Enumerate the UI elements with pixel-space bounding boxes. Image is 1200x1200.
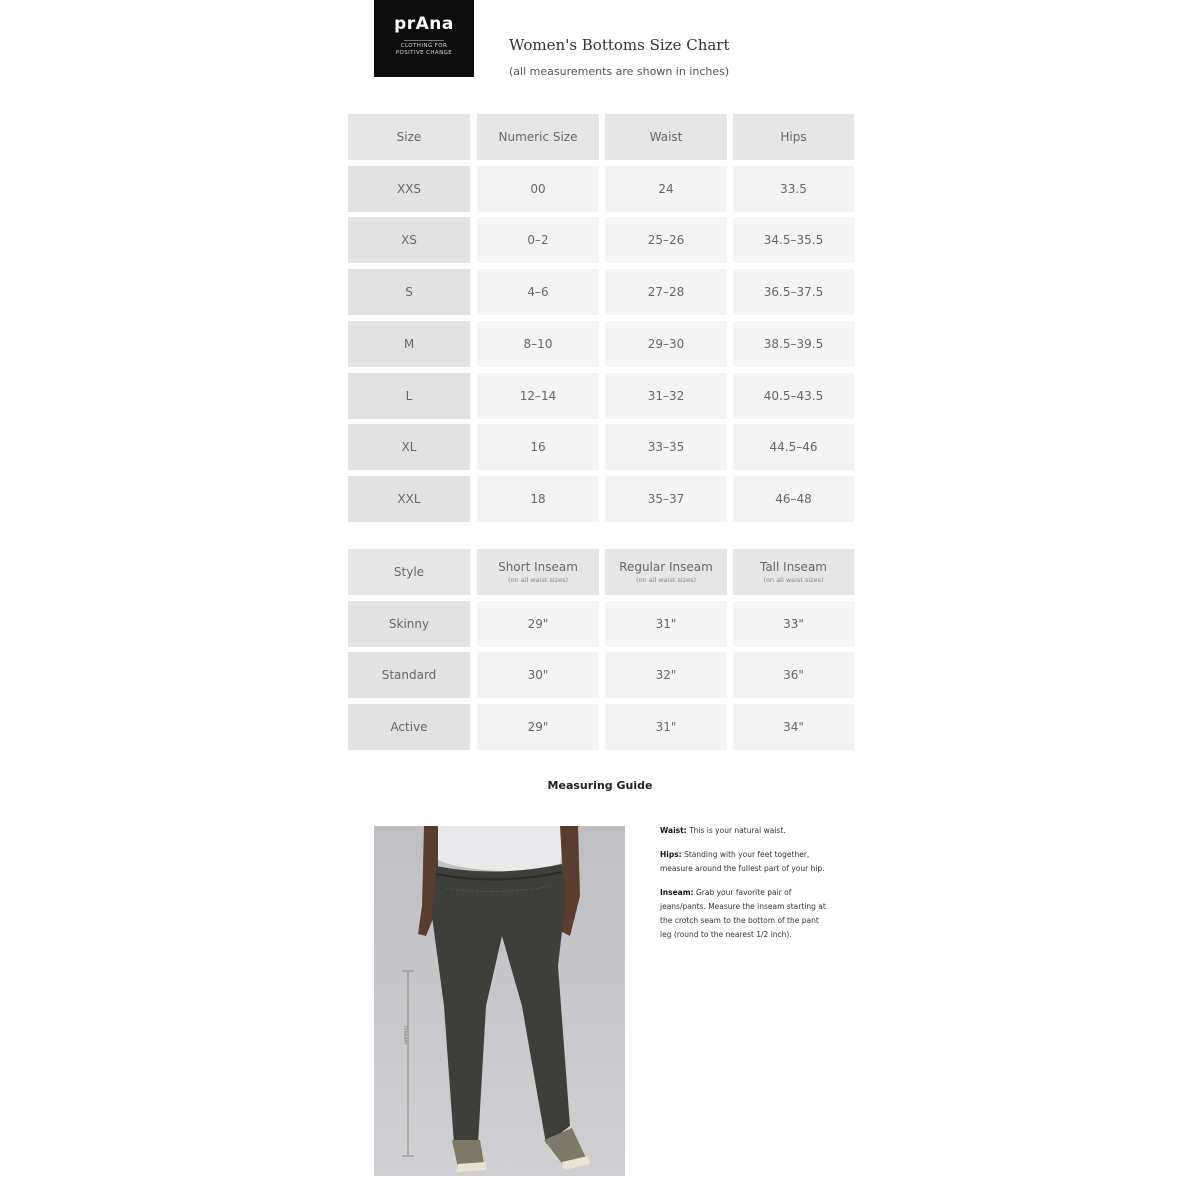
measuring-guide-title: Measuring Guide bbox=[547, 779, 653, 792]
size-value-cell bbox=[477, 476, 599, 522]
size-header-cell-text: Numeric Size bbox=[498, 130, 578, 144]
note-hips bbox=[660, 848, 830, 876]
size-value-cell-text: 33–35 bbox=[647, 440, 685, 454]
size-label-cell bbox=[348, 321, 470, 367]
inseam-header-cell-text: Regular Inseam bbox=[619, 560, 713, 574]
size-header-cell bbox=[477, 114, 599, 160]
size-value-cell bbox=[477, 321, 599, 367]
inseam-header-cell-subtext: (on all waist sizes) bbox=[508, 576, 568, 584]
size-value-cell-text: 33.5 bbox=[780, 182, 807, 196]
size-value-cell-text: 31–32 bbox=[647, 389, 685, 403]
size-value-cell-text: 40.5–43.5 bbox=[763, 389, 824, 403]
logo-tagline: CLOTHING FOR POSITIVE CHANGE bbox=[395, 43, 453, 56]
inseam-header-cell-subtext: (on all waist sizes) bbox=[763, 576, 824, 584]
size-value-cell bbox=[477, 217, 599, 263]
size-value-cell bbox=[733, 321, 854, 367]
size-value-cell bbox=[733, 476, 854, 522]
size-label-cell bbox=[348, 476, 470, 522]
inseam-header-cell bbox=[733, 549, 854, 595]
inseam-value-cell-text: 36" bbox=[783, 668, 804, 682]
inseam-value-cell-text: 34" bbox=[783, 720, 804, 734]
size-label-cell bbox=[348, 269, 470, 315]
size-label-cell bbox=[348, 373, 470, 419]
size-header-cell bbox=[348, 114, 470, 160]
size-value-cell bbox=[477, 373, 599, 419]
size-value-cell-text: 16 bbox=[530, 440, 546, 454]
size-label-cell-text: XXL bbox=[397, 492, 421, 506]
size-header-cell-text: Hips bbox=[780, 130, 807, 144]
inseam-value-cell bbox=[477, 704, 599, 750]
size-value-cell-text: 25–26 bbox=[647, 233, 685, 247]
inseam-value-cell bbox=[477, 652, 599, 698]
inseam-value-cell-text: 32" bbox=[655, 668, 677, 682]
size-label-cell-text: M bbox=[403, 337, 415, 351]
note-inseam bbox=[660, 886, 830, 942]
size-value-cell bbox=[733, 269, 854, 315]
measuring-notes bbox=[660, 824, 830, 952]
size-value-cell bbox=[605, 166, 727, 212]
note-waist bbox=[660, 824, 830, 838]
size-value-cell-text: 18 bbox=[530, 492, 546, 506]
inseam-header-cell bbox=[605, 549, 727, 595]
size-label-cell bbox=[348, 217, 470, 263]
style-label-cell bbox=[348, 704, 470, 750]
note-inseam-term: Inseam: bbox=[660, 888, 694, 897]
size-value-cell-text: 36.5–37.5 bbox=[763, 285, 824, 299]
size-value-cell-text: 12–14 bbox=[519, 389, 557, 403]
inseam-value-cell-text: 29" bbox=[527, 617, 549, 631]
inseam-value-cell bbox=[605, 704, 727, 750]
note-hips-text: Standing with your feet together, measure around the fullest part of your hip. bbox=[660, 850, 825, 873]
note-inseam-text: Grab your favorite pair of jeans/pants. Measure the inseam starting at the crotch seam to the bottom of the pant leg (round to the nearest 1/2 inch). bbox=[660, 888, 826, 939]
style-label-cell-text: Skinny bbox=[388, 617, 430, 631]
note-waist-term: Waist: bbox=[660, 826, 687, 835]
model-illustration bbox=[374, 826, 625, 1176]
inseam-value-cell bbox=[605, 652, 727, 698]
size-value-cell bbox=[605, 321, 727, 367]
size-value-cell-text: 38.5–39.5 bbox=[763, 337, 824, 351]
inseam-value-cell-text: 29" bbox=[527, 720, 549, 734]
prana-logo bbox=[374, 0, 474, 77]
size-value-cell-text: 27–28 bbox=[647, 285, 685, 299]
inseam-header-cell-text: Tall Inseam bbox=[759, 560, 827, 574]
size-value-cell bbox=[733, 217, 854, 263]
size-value-cell-text: 34.5–35.5 bbox=[763, 233, 824, 247]
inseam-header-cell-text: Style bbox=[393, 565, 425, 579]
logo-brand: prAna bbox=[394, 14, 454, 34]
size-value-cell bbox=[477, 269, 599, 315]
size-value-cell bbox=[733, 424, 854, 470]
size-label-cell-text: XL bbox=[401, 440, 417, 454]
size-value-cell-text: 4–6 bbox=[527, 285, 549, 299]
inseam-value-cell bbox=[605, 601, 727, 647]
inseam-header-cell-subtext: (on all waist sizes) bbox=[636, 576, 696, 584]
size-header-cell-text: Waist bbox=[649, 130, 683, 144]
size-value-cell-text: 46–48 bbox=[775, 492, 812, 506]
note-waist-text: This is your natural waist. bbox=[689, 826, 786, 835]
size-label-cell-text: S bbox=[405, 285, 413, 299]
inseam-header-cell bbox=[477, 549, 599, 595]
size-header-cell-text: Size bbox=[396, 130, 422, 144]
inseam-marker-label: Inseam bbox=[402, 1026, 408, 1045]
size-value-cell-text: 8–10 bbox=[523, 337, 553, 351]
size-value-cell bbox=[477, 166, 599, 212]
size-label-cell-text: XS bbox=[401, 233, 417, 247]
inseam-value-cell bbox=[477, 601, 599, 647]
style-label-cell bbox=[348, 652, 470, 698]
size-value-cell-text: 0–2 bbox=[527, 233, 549, 247]
size-value-cell bbox=[605, 476, 727, 522]
size-header-cell bbox=[605, 114, 727, 160]
size-value-cell bbox=[733, 166, 854, 212]
size-label-cell bbox=[348, 424, 470, 470]
inseam-value-cell bbox=[733, 704, 854, 750]
size-value-cell bbox=[605, 373, 727, 419]
size-value-cell-text: 00 bbox=[530, 182, 546, 196]
inseam-value-cell-text: 30" bbox=[527, 668, 549, 682]
size-value-cell bbox=[733, 373, 854, 419]
style-label-cell-text: Standard bbox=[381, 668, 437, 682]
size-value-cell bbox=[605, 269, 727, 315]
style-label-cell bbox=[348, 601, 470, 647]
inseam-value-cell-text: 33" bbox=[783, 617, 804, 631]
size-label-cell-text: XXS bbox=[396, 182, 422, 196]
size-label-cell-text: L bbox=[405, 389, 413, 403]
inseam-header-cell bbox=[348, 549, 470, 595]
page-title: Women's Bottoms Size Chart bbox=[509, 36, 730, 54]
style-label-cell-text: Active bbox=[390, 720, 428, 734]
inseam-value-cell bbox=[733, 601, 854, 647]
model-photo bbox=[374, 826, 625, 1176]
note-hips-term: Hips: bbox=[660, 850, 682, 859]
size-value-cell-text: 29–30 bbox=[647, 337, 685, 351]
inseam-header-cell-text: Short Inseam bbox=[498, 560, 578, 574]
size-value-cell bbox=[605, 424, 727, 470]
size-value-cell bbox=[605, 217, 727, 263]
size-value-cell-text: 44.5–46 bbox=[769, 440, 818, 454]
size-header-cell bbox=[733, 114, 854, 160]
inseam-value-cell bbox=[733, 652, 854, 698]
inseam-value-cell-text: 31" bbox=[655, 720, 677, 734]
inseam-value-cell-text: 31" bbox=[655, 617, 677, 631]
page-subtitle: (all measurements are shown in inches) bbox=[509, 65, 730, 78]
size-value-cell bbox=[477, 424, 599, 470]
size-value-cell-text: 35–37 bbox=[647, 492, 685, 506]
size-label-cell bbox=[348, 166, 470, 212]
size-value-cell-text: 24 bbox=[658, 182, 674, 196]
logo-rule bbox=[404, 40, 444, 41]
